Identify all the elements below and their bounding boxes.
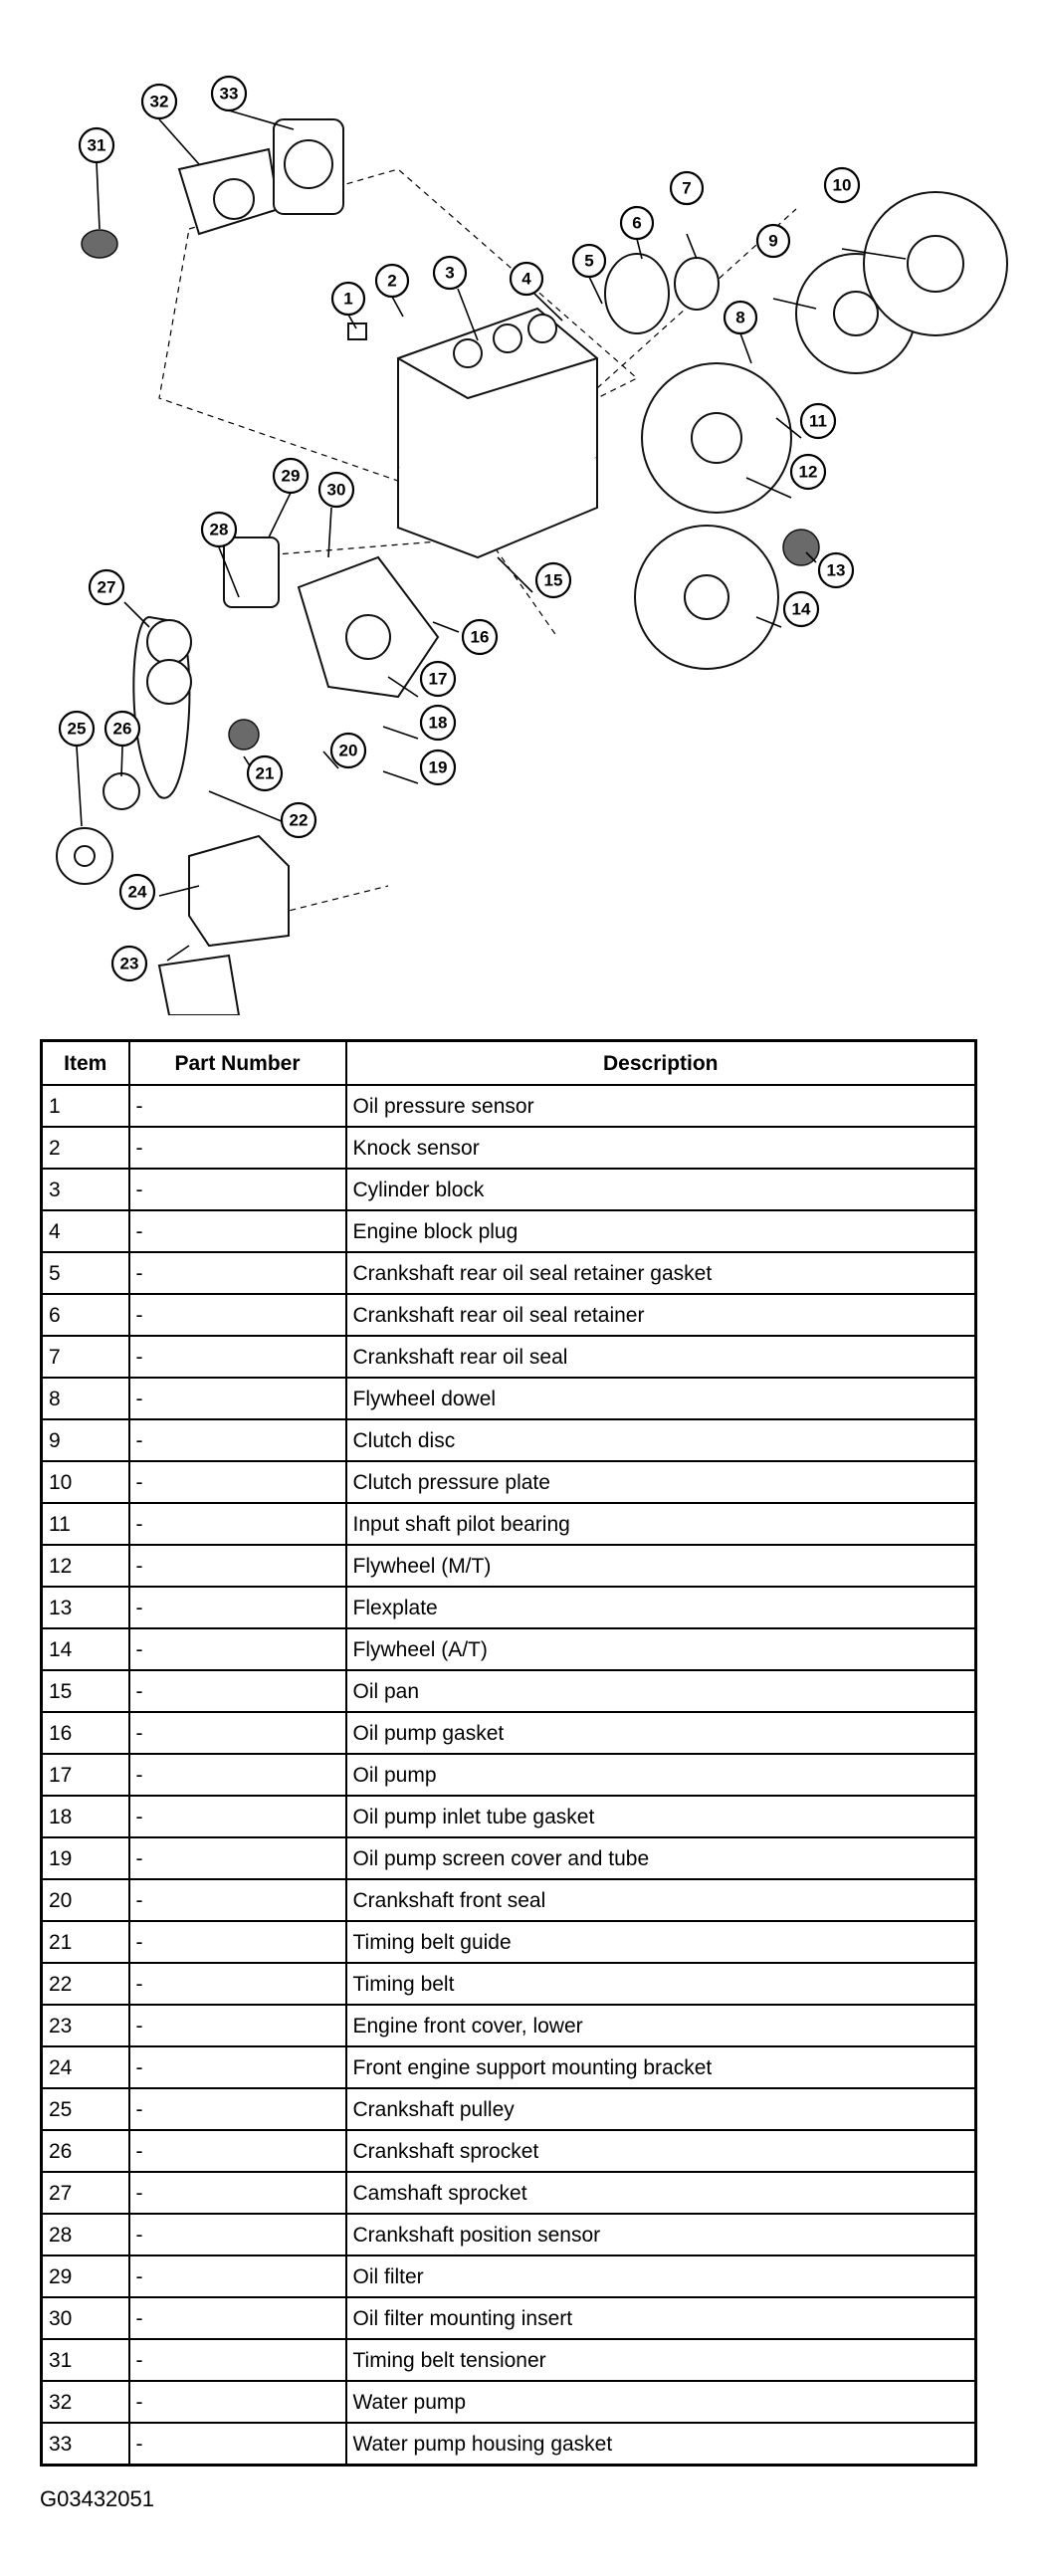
cell-description: Oil pressure sensor <box>346 1085 976 1127</box>
callout-21 <box>248 756 282 790</box>
callout-20 <box>331 734 365 767</box>
cell-description: Front engine support mounting bracket <box>346 2046 976 2088</box>
callout-label: 1 <box>343 289 353 309</box>
cell-item: 19 <box>42 1837 129 1879</box>
callout-1 <box>332 283 364 315</box>
table-row <box>42 1837 976 1879</box>
cell-item: 2 <box>42 1127 129 1169</box>
cell-part-number: - <box>129 2423 346 2466</box>
cell-item: 11 <box>42 1503 129 1545</box>
cell-part-number: - <box>129 1169 346 1210</box>
seal-retainer-part <box>605 254 669 333</box>
callout-28 <box>202 513 236 546</box>
cell-item: 5 <box>42 1252 129 1294</box>
cell-item: 18 <box>42 1796 129 1837</box>
table-row <box>42 2339 976 2381</box>
cell-item: 21 <box>42 1921 129 1963</box>
cell-part-number: - <box>129 1837 346 1879</box>
cell-part-number: - <box>129 1628 346 1670</box>
cell-item: 8 <box>42 1378 129 1419</box>
table-row <box>42 1796 976 1837</box>
callout-label: 31 <box>87 135 106 155</box>
callout-label: 21 <box>255 763 275 783</box>
callout-label: 29 <box>281 466 301 486</box>
cell-part-number: - <box>129 1963 346 2005</box>
table-row <box>42 1712 976 1754</box>
table-row <box>42 1294 976 1336</box>
cell-description: Crankshaft sprocket <box>346 2130 976 2172</box>
callout-label: 18 <box>428 713 448 733</box>
callout-label: 23 <box>119 954 139 973</box>
callout-label: 10 <box>832 175 852 195</box>
callout-7 <box>671 172 703 204</box>
callout-33 <box>212 77 246 110</box>
cell-description: Timing belt guide <box>346 1921 976 1963</box>
callout-label: 19 <box>428 757 448 777</box>
cell-description: Flywheel (M/T) <box>346 1545 976 1587</box>
table-row <box>42 1670 976 1712</box>
header-description: Description <box>346 1041 976 1086</box>
cell-item: 24 <box>42 2046 129 2088</box>
cell-part-number: - <box>129 2214 346 2255</box>
cell-description: Crankshaft pulley <box>346 2088 976 2130</box>
cell-part-number: - <box>129 1754 346 1796</box>
cylinder-block <box>348 309 597 557</box>
cell-item: 33 <box>42 2423 129 2466</box>
cell-item: 16 <box>42 1712 129 1754</box>
cell-description: Timing belt tensioner <box>346 2339 976 2381</box>
cell-item: 31 <box>42 2339 129 2381</box>
cell-item: 4 <box>42 1210 129 1252</box>
callout-label: 3 <box>445 263 455 283</box>
cell-item: 25 <box>42 2088 129 2130</box>
cell-description: Oil pump inlet tube gasket <box>346 1796 976 1837</box>
table-row <box>42 1127 976 1169</box>
cell-description: Clutch disc <box>346 1419 976 1461</box>
callout-3 <box>434 257 466 289</box>
cell-description: Timing belt <box>346 1963 976 2005</box>
callout-12 <box>791 455 825 489</box>
callout-2 <box>376 265 408 297</box>
callout-label: 26 <box>112 719 132 739</box>
callout-17 <box>421 662 455 696</box>
cell-description: Oil pump gasket <box>346 1712 976 1754</box>
cell-part-number: - <box>129 2005 346 2046</box>
cell-part-number: - <box>129 1127 346 1169</box>
cell-part-number: - <box>129 1545 346 1587</box>
callout-5 <box>573 245 605 277</box>
table-header-row <box>42 1041 976 1086</box>
callout-19 <box>421 751 455 784</box>
callout-16 <box>463 620 497 654</box>
cell-item: 14 <box>42 1628 129 1670</box>
callout-label: 27 <box>97 577 116 597</box>
cell-item: 15 <box>42 1670 129 1712</box>
diagram-canvas <box>40 60 1015 1015</box>
cell-part-number: - <box>129 1210 346 1252</box>
header-part-number: Part Number <box>129 1041 346 1086</box>
cell-part-number: - <box>129 2046 346 2088</box>
bracket-cover-group <box>159 836 289 1015</box>
cell-part-number: - <box>129 1712 346 1754</box>
callout-9 <box>757 225 789 257</box>
table-row <box>42 1252 976 1294</box>
cell-part-number: - <box>129 1378 346 1419</box>
callout-label: 12 <box>798 462 818 482</box>
cell-description: Camshaft sprocket <box>346 2172 976 2214</box>
callout-label: 33 <box>219 84 239 104</box>
cell-description: Crankshaft position sensor <box>346 2214 976 2255</box>
rear-seal-part <box>675 258 719 310</box>
callout-label: 20 <box>338 741 358 760</box>
table-row <box>42 2046 976 2088</box>
cell-part-number: - <box>129 1921 346 1963</box>
callout-label: 6 <box>632 213 642 233</box>
cell-description: Oil pump screen cover and tube <box>346 1837 976 1879</box>
callout-label: 13 <box>826 560 846 580</box>
table-row <box>42 2381 976 2423</box>
table-row <box>42 2088 976 2130</box>
table-row <box>42 1587 976 1628</box>
callout-15 <box>536 563 570 597</box>
cell-part-number: - <box>129 1252 346 1294</box>
cell-description: Crankshaft rear oil seal <box>346 1336 976 1378</box>
cell-description: Flexplate <box>346 1587 976 1628</box>
callout-label: 5 <box>584 251 594 271</box>
callout-label: 14 <box>791 599 811 619</box>
cell-part-number: - <box>129 1503 346 1545</box>
callout-label: 9 <box>768 231 778 251</box>
table-row <box>42 1879 976 1921</box>
cell-item: 12 <box>42 1545 129 1587</box>
cell-item: 30 <box>42 2297 129 2339</box>
cell-description: Oil pan <box>346 1670 976 1712</box>
callout-label: 22 <box>289 810 309 830</box>
callout-11 <box>801 404 835 438</box>
callout-label: 16 <box>470 627 490 647</box>
cell-item: 7 <box>42 1336 129 1378</box>
cell-description: Flywheel (A/T) <box>346 1628 976 1670</box>
cell-description: Oil pump <box>346 1754 976 1796</box>
cell-description: Clutch pressure plate <box>346 1461 976 1503</box>
table-row <box>42 2423 976 2466</box>
callout-32 <box>142 85 176 118</box>
cell-item: 27 <box>42 2172 129 2214</box>
cell-part-number: - <box>129 1085 346 1127</box>
table-row <box>42 1545 976 1587</box>
cell-part-number: - <box>129 2255 346 2297</box>
cell-item: 13 <box>42 1587 129 1628</box>
cell-description: Oil filter mounting insert <box>346 2297 976 2339</box>
cell-item: 23 <box>42 2005 129 2046</box>
cell-item: 10 <box>42 1461 129 1503</box>
callout-29 <box>274 459 308 493</box>
callout-30 <box>319 473 353 507</box>
table-row <box>42 2255 976 2297</box>
table-row <box>42 1461 976 1503</box>
cell-item: 28 <box>42 2214 129 2255</box>
cell-part-number: - <box>129 1461 346 1503</box>
table-row <box>42 1169 976 1210</box>
table-row <box>42 1210 976 1252</box>
cell-part-number: - <box>129 1336 346 1378</box>
callout-label: 17 <box>428 669 448 689</box>
cell-description: Engine front cover, lower <box>346 2005 976 2046</box>
callout-13 <box>819 553 853 587</box>
cell-description: Crankshaft front seal <box>346 1879 976 1921</box>
callout-10 <box>825 168 859 202</box>
cell-item: 29 <box>42 2255 129 2297</box>
parts-table <box>40 1039 977 2467</box>
table-row <box>42 2172 976 2214</box>
water-pump-group <box>82 119 343 258</box>
cell-part-number: - <box>129 1294 346 1336</box>
cell-description: Water pump housing gasket <box>346 2423 976 2466</box>
cell-part-number: - <box>129 1670 346 1712</box>
oil-pump-filter-group <box>224 537 438 697</box>
cell-description: Water pump <box>346 2381 976 2423</box>
header-item: Item <box>42 1041 129 1086</box>
cell-description: Oil filter <box>346 2255 976 2297</box>
table-row <box>42 2005 976 2046</box>
cell-part-number: - <box>129 2339 346 2381</box>
callout-4 <box>511 263 542 295</box>
callout-25 <box>60 712 94 746</box>
table-row <box>42 1963 976 2005</box>
callout-18 <box>421 706 455 740</box>
cell-part-number: - <box>129 2172 346 2214</box>
cell-item: 32 <box>42 2381 129 2423</box>
table-body <box>42 1085 976 2466</box>
callout-14 <box>784 592 818 626</box>
cell-part-number: - <box>129 1796 346 1837</box>
table-row <box>42 2130 976 2172</box>
cell-item: 17 <box>42 1754 129 1796</box>
cell-item: 26 <box>42 2130 129 2172</box>
cell-description: Cylinder block <box>346 1169 976 1210</box>
figure-id: G03432051 <box>40 2486 154 2511</box>
callout-label: 8 <box>735 308 745 327</box>
cell-part-number: - <box>129 1419 346 1461</box>
callout-label: 30 <box>326 480 346 500</box>
cell-item: 6 <box>42 1294 129 1336</box>
cell-item: 22 <box>42 1963 129 2005</box>
cell-part-number: - <box>129 2381 346 2423</box>
callout-26 <box>105 712 139 746</box>
table-row <box>42 2214 976 2255</box>
callout-label: 7 <box>682 178 692 198</box>
cell-description: Crankshaft rear oil seal retainer <box>346 1294 976 1336</box>
cell-part-number: - <box>129 2130 346 2172</box>
callout-label: 24 <box>127 882 147 902</box>
table-row <box>42 1503 976 1545</box>
table-row <box>42 1336 976 1378</box>
cell-description: Engine block plug <box>346 1210 976 1252</box>
table-row <box>42 1419 976 1461</box>
callout-label: 25 <box>67 719 87 739</box>
callout-23 <box>112 947 146 980</box>
table-row <box>42 1628 976 1670</box>
table-row <box>42 1921 976 1963</box>
callout-8 <box>725 302 756 333</box>
cell-item: 20 <box>42 1879 129 1921</box>
callout-31 <box>80 128 113 162</box>
callout-27 <box>90 570 123 604</box>
callout-22 <box>282 803 315 837</box>
cell-part-number: - <box>129 1587 346 1628</box>
callout-label: 32 <box>149 92 169 111</box>
callout-label: 2 <box>387 271 397 291</box>
table-row <box>42 1754 976 1796</box>
cell-part-number: - <box>129 1879 346 1921</box>
cell-part-number: - <box>129 2297 346 2339</box>
exploded-engine-diagram <box>40 60 1015 1015</box>
table-row <box>42 1378 976 1419</box>
callout-label: 11 <box>809 411 827 431</box>
cell-item: 1 <box>42 1085 129 1127</box>
table-row <box>42 2297 976 2339</box>
cell-part-number: - <box>129 2088 346 2130</box>
cell-description: Flywheel dowel <box>346 1378 976 1419</box>
callout-label: 4 <box>521 269 531 289</box>
callout-6 <box>621 207 653 239</box>
cell-description: Knock sensor <box>346 1127 976 1169</box>
cell-description: Input shaft pilot bearing <box>346 1503 976 1545</box>
cell-description: Crankshaft rear oil seal retainer gasket <box>346 1252 976 1294</box>
cell-item: 3 <box>42 1169 129 1210</box>
callout-label: 15 <box>543 570 563 590</box>
table-row <box>42 1085 976 1127</box>
cell-item: 9 <box>42 1419 129 1461</box>
callout-24 <box>120 875 154 909</box>
callout-label: 28 <box>209 520 229 539</box>
